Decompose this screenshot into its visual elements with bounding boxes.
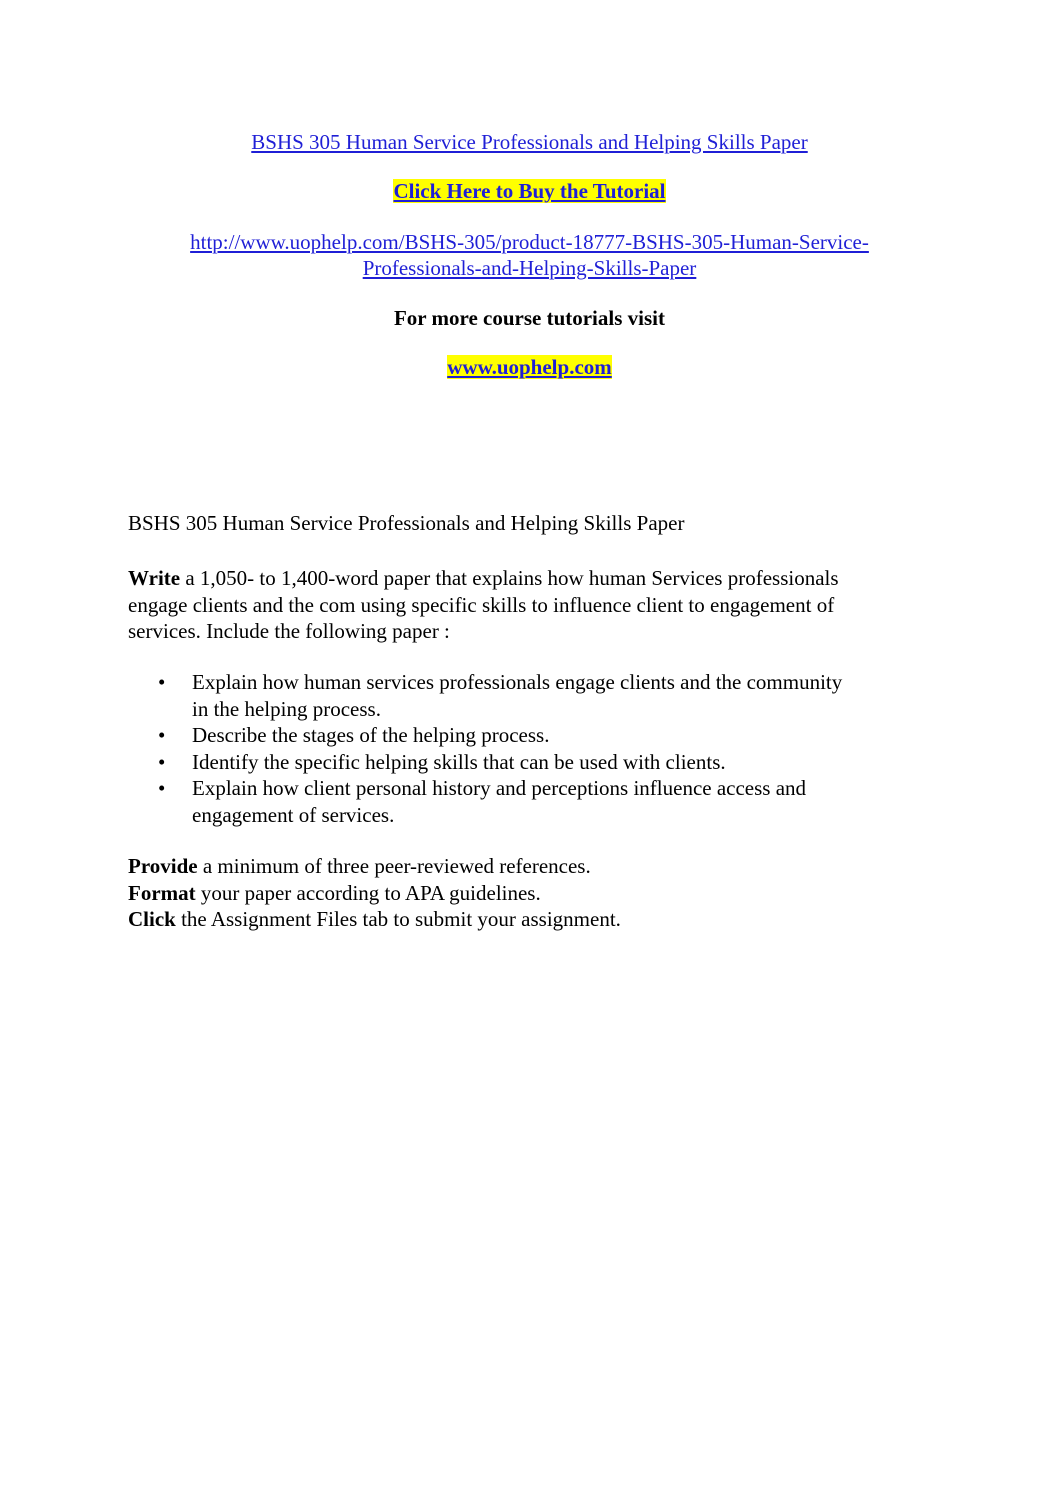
- write-bold: Write: [128, 566, 181, 590]
- bullet-line2: in the helping process.: [192, 696, 381, 721]
- list-item: [128, 722, 928, 749]
- provide-bold: Provide: [128, 854, 198, 878]
- provide-rest: a minimum of three peer-reviewed references.: [197, 854, 591, 878]
- product-url-line2: Professionals-and-Helping-Skills-Paper: [362, 256, 697, 280]
- format-bold: Format: [128, 880, 196, 905]
- bullet-icon: •: [158, 670, 166, 694]
- bullet-line2: engagement of services.: [192, 802, 395, 827]
- list-item: [128, 775, 928, 828]
- title-link-row: [0, 129, 1059, 155]
- requirements-list: [128, 669, 928, 828]
- bullet-icon: •: [158, 749, 166, 774]
- buy-tutorial-link[interactable]: Click Here to Buy the Tutorial: [393, 179, 666, 203]
- title-link[interactable]: BSHS 305 Human Service Professionals and Helping Skills Paper: [251, 130, 808, 154]
- product-url-line1: http://www.uophelp.com/BSHS-305/product-18777-BSHS-305-Human-Service-: [190, 230, 869, 254]
- more-tutorials-text: For more course tutorials visit: [393, 306, 665, 330]
- body-heading: BSHS 305 Human Service Professionals and Helping Skills Paper: [128, 511, 685, 535]
- click-bold: Click: [128, 907, 176, 931]
- click-rest: the Assignment Files tab to submit your assignment.: [175, 907, 621, 931]
- buy-link-row: [0, 178, 1059, 204]
- format-rest: your paper according to APA guidelines.: [195, 880, 541, 905]
- site-link[interactable]: www.uophelp.com: [447, 355, 612, 379]
- bullet-icon: •: [158, 723, 166, 747]
- product-url-link[interactable]: [190, 230, 869, 280]
- write-paragraph: [128, 565, 928, 645]
- site-link-row: [0, 354, 1059, 380]
- write-line3: services. Include the following paper :: [128, 619, 450, 643]
- list-item: [128, 669, 928, 722]
- bullet-icon: •: [158, 776, 166, 800]
- bullet-line1: Identify the specific helping skills that can be used with clients.: [192, 749, 726, 774]
- instructions-paragraph: [128, 853, 928, 933]
- write-line2: engage clients and the com using specific skills to influence client to engagement of: [128, 592, 835, 617]
- bullet-line1: Explain how human services professionals engage clients and the community: [192, 670, 843, 694]
- bullet-line1: Explain how client personal history and perceptions influence access and: [192, 776, 807, 800]
- write-rest-line1: a 1,050- to 1,400-word paper that explains how human Services professionals: [180, 566, 839, 590]
- list-item: [128, 749, 928, 776]
- product-url-row: [0, 229, 1059, 281]
- bullet-line1: Describe the stages of the helping process.: [192, 723, 550, 747]
